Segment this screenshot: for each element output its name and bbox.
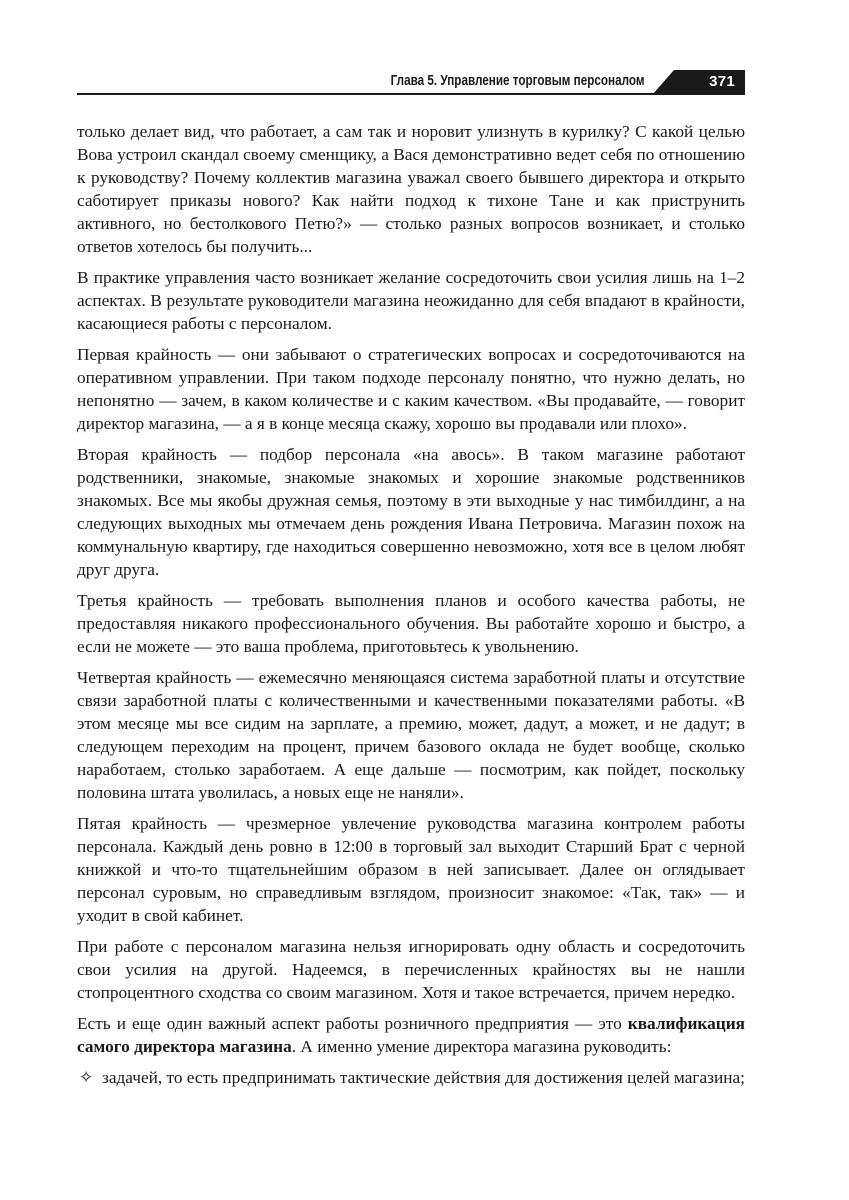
paragraph-5: Третья крайность — требовать выполнения планов и особого качества работы, не предоставляя никакого профессионального обучения. Вы работайте хорошо и быстро, а если не можете — это ваша проблема, приготовьтесь к увольнению. <box>77 591 745 656</box>
paragraph-2: В практике управления часто возникает желание сосредоточить свои усилия лишь на 1–2 аспектах. В результате руководители магазина неожиданно для себя впадают в крайности, касающиеся работы с персоналом. <box>77 268 745 333</box>
running-header <box>0 0 849 100</box>
paragraph-6: Четвертая крайность — ежемесячно меняющаяся система заработной платы и отсутствие связи заработной платы с количественными и качественными показателями работы. «В этом месяце мы все сидим на зарплате, а премию, может, дадут, а может, и не дадут; в следующем переходим на процент, причем базового оклада не будет вообще, сколько наработаем, столько заработаем. А еще дальше — посмотрим, как пойдет, поскольку половина штата уволилась, а новых еще не наняли». <box>77 668 745 802</box>
page-number: 371 <box>709 73 735 90</box>
bullet-item <box>77 1066 745 1089</box>
body-text <box>77 120 745 1097</box>
bullet-text: задачей, то есть предпринимать тактические действия для достижения целей магазина; <box>102 1068 745 1087</box>
paragraph-4: Вторая крайность — подбор персонала «на авось». В таком магазине работают родственники, знакомые, знакомые знакомых и хорошие знакомые родственников знакомых. Все мы якобы дружная семья, поэтому в эти выходные у нас тимбилдинг, а на следующих выходных мы отмечаем день рождения Ивана Петровича. Магазин похож на коммунальную квартиру, где находиться совершенно невозможно, хотя все в целом любят друг друга. <box>77 445 745 579</box>
paragraph-9-lead: Есть и еще один важный аспект работы розничного предприятия — это <box>77 1014 628 1033</box>
paragraph-9-tail: . А именно умение директора магазина руководить: <box>291 1037 672 1056</box>
chapter-title: Глава 5. Управление торговым персоналом <box>390 72 644 89</box>
diamond-star-bullet-icon: ✧ <box>78 1068 94 1087</box>
page-number-tab <box>652 70 745 95</box>
paragraph-7: Пятая крайность — чрезмерное увлечение руководства магазина контролем работы персонала. Каждый день ровно в 12:00 в торговый зал выходит Старший Брат с черной книжкой и что-то тщательнейшим образом в ней записывает. Далее он оглядывает персонал суровым, но справедливым взглядом, произносит знакомое: «Так, так» — и уходит в свой кабинет. <box>77 814 745 925</box>
paragraph-1: только делает вид, что работает, а сам так и норовит улизнуть в курилку? С какой целью Вова устроил скандал своему сменщику, а Вася демонстративно ведет себя по отношению к руководству? Почему коллектив магазина уважал своего бывшего директора и открыто саботирует приказы нового? Как найти подход к тихоне Тане и как приструнить активного, но бестолкового Петю?» — столько разных вопросов возникает, и столько ответов хотелось бы получить... <box>77 122 745 256</box>
header-rule <box>77 93 745 95</box>
paragraph-9-bold: квалификация самого директора магазина <box>77 1014 745 1056</box>
paragraph-8: При работе с персоналом магазина нельзя игнорировать одну область и сосредоточить свои усилия на другой. Надеемся, в перечисленных крайностях вы не нашли стопроцентного сходства со своим магазином. Хотя и такое встречается, причем нередко. <box>77 937 745 1002</box>
paragraph-3: Первая крайность — они забывают о стратегических вопросах и сосредоточиваются на оперативном управлении. При таком подходе персоналу понятно, что нужно делать, но непонятно — зачем, в каком количестве и с каким качеством. «Вы продавайте, — говорит директор магазина, — а я в конце месяца скажу, хорошо вы продавали или плохо». <box>77 345 745 433</box>
paragraph-9 <box>77 1012 745 1058</box>
